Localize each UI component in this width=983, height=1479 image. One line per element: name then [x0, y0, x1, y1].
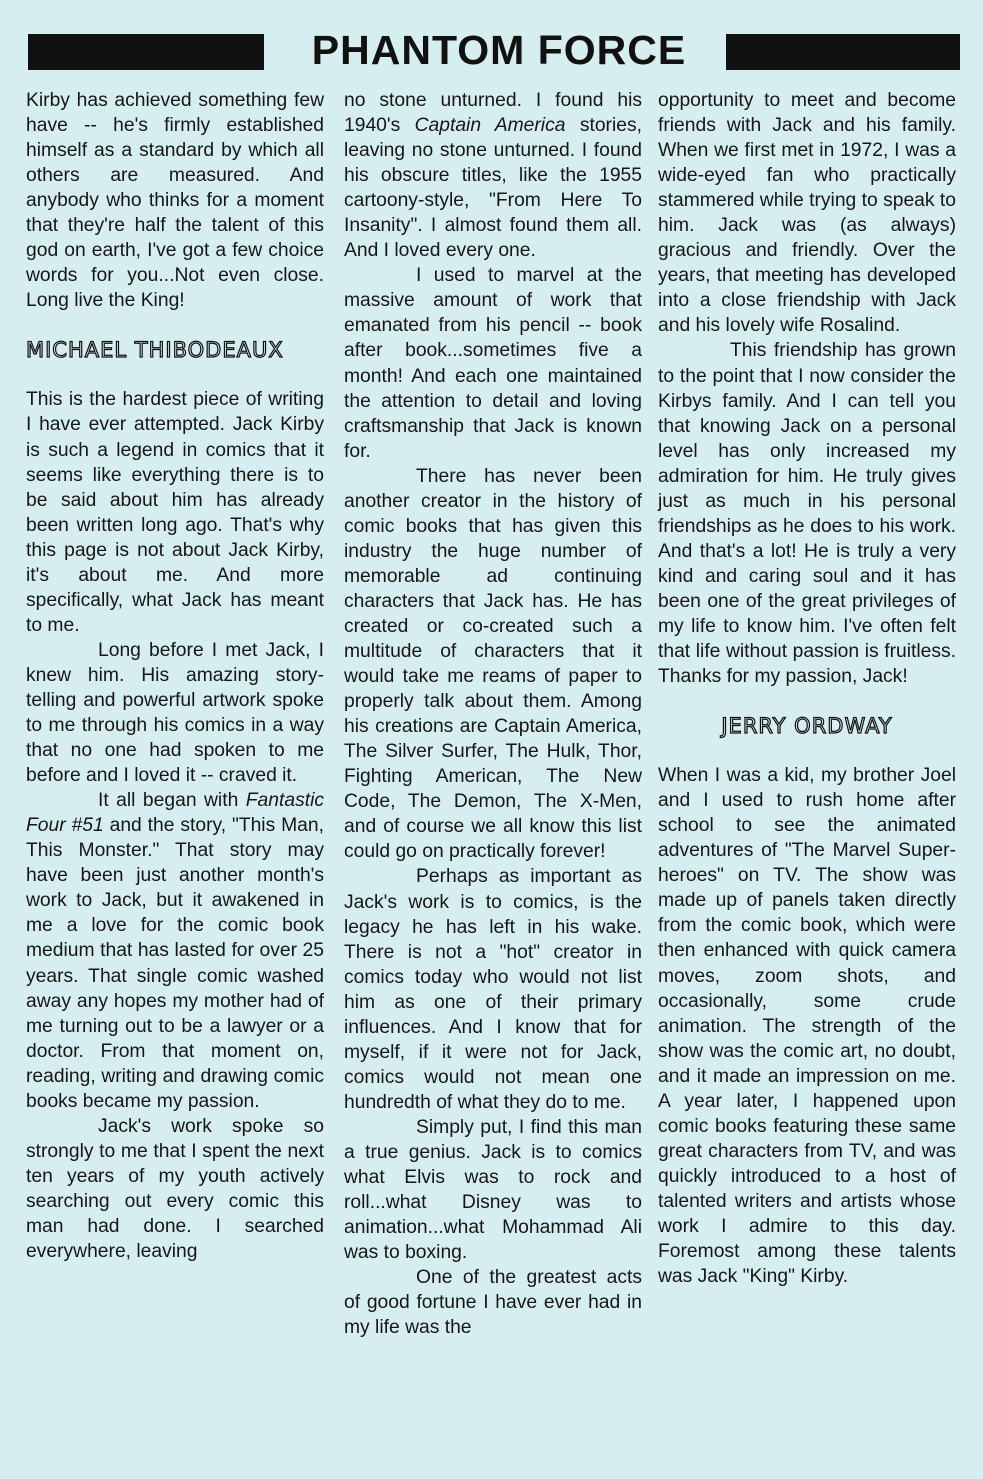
author-heading-jerry-ordway: JERRY ORDWAY — [721, 714, 893, 739]
paragraph: This friendship has grown to the point that I now consider the Kirbys family. And I can tell you that knowing Jack on a personal level has only increased my admiration for him. He truly gives just as much in his personal friendships as he does to his work. And that's a lot! He is truly a very kind and caring soul and it has been one of the great privileges of my life to know him. I've often felt that life without passion is fruitless. Thanks for my passion, Jack! — [658, 340, 956, 688]
author-heading-michael-thibodeaux: MICHAEL THIBODEAUX — [26, 338, 284, 363]
column-2 — [344, 88, 642, 1340]
comic-title: Fantastic Four #51 — [26, 790, 324, 837]
text-run: It all began with — [98, 790, 246, 812]
header-bar-right — [726, 34, 960, 70]
paragraph: I used to marvel at the massive amount of work that emanated from his pencil -- book after book...sometimes five a month! And each one maintained the attention to detail and loving craftsmanship that Jack is known for. — [344, 265, 642, 462]
paragraph: Simply put, I find this man a true genius. Jack is to comics what Elvis was to rock and roll...what Disney was to animation...what Mohammad Ali was to boxing. — [344, 1116, 642, 1264]
paragraph — [344, 88, 642, 263]
paragraph: opportunity to meet and become friends with Jack and his family. When we first met in 1972, I was a wide-eyed fan who practically stammered while trying to speak to him. Jack was (as always) gracious and friendly. Over the years, that meeting has developed into a close friendship with Jack and his lovely wife Rosalind. — [658, 90, 956, 337]
paragraph: There has never been another creator in the history of comic books that has given this industry the huge number of memorable ad continuing characters that Jack has. He has created or co-created such a multitude of characters that it would take me reams of paper to properly talk about them. Among his creations are Captain America, The Silver Surfer, The Hulk, Thor, Fighting American, The New Code, The Demon, The X-Men, and of course we all know this list could go on practically forever! — [344, 465, 642, 863]
page-header — [28, 26, 960, 74]
paragraph: This is the hardest piece of writing I have ever attempted. Jack Kirby is such a legend in comics that it seems like everything there is to be said about him has already been written long ago. That's why this page is not about Jack Kirby, it's about me. And more specifically, what Jack has meant to me. — [26, 389, 324, 636]
text-run: stories, leaving no stone unturned. I found his obscure titles, like the 1955 cartoony-style, "From Here To Insanity". I almost found them all. And I loved every one. — [344, 115, 642, 262]
text-run: no stone unturned. I found his 1940's — [344, 90, 642, 137]
text-run: and the story, "This Man, This Monster." That story may have been just another month's work to Jack, but it awakened in me a love for the comic book medium that has lasted for over 25 years. That single comic washed away any hopes my mother had of me turning out to be a lawyer or a doctor. From that moment on, reading, writing and drawing comic books became my passion. — [26, 815, 324, 1112]
header-bar-left — [28, 34, 264, 70]
paragraph: When I was a kid, my brother Joel and I used to rush home after school to see the animated adventures of "The Marvel Super-heroes" on TV. The show was made up of panels taken directly from the comic book, which were then enhanced with quick camera moves, zoom shots, and occasionally, some crude animation. The strength of the show was the comic art, no doubt, and it made an impression on me. A year later, I happened upon comic books featuring these same great characters from TV, and was quickly introduced to a host of talented writers and artists whose work I admire to this day. Foremost among these talents was Jack "King" Kirby. — [658, 765, 956, 1288]
paragraph — [26, 788, 324, 1114]
column-1 — [26, 88, 324, 1264]
paragraph: One of the greatest acts of good fortune I have ever had in my life was the — [344, 1267, 642, 1339]
comic-title: Captain America — [414, 115, 566, 137]
paragraph: Kirby has achieved something few have -- he's firmly established himself as a standard by which all others are measured. And anybody who thinks for a moment that they're half the talent of this god on earth, I've got a few choice words for you...Not even close. Long live the King! — [26, 90, 324, 312]
paragraph: Perhaps as important as Jack's work is to comics, is the legacy he has left in his wake. There is not a "hot" creator in comics today who would not list him as one of their primary influences. And I know that for myself, if it were not for Jack, comics would not mean one hundredth of what they do to me. — [344, 866, 642, 1113]
paragraph: Jack's work spoke so strongly to me that I spent the next ten years of my youth actively searching out every comic this man had done. I searched everywhere, leaving — [26, 1115, 324, 1263]
page-title: PHANTOM FORCE — [311, 27, 687, 73]
column-3 — [658, 88, 956, 1289]
paragraph: Long before I met Jack, I knew him. His amazing story-telling and powerful artwork spoke to me through his comics in a way that no one had spoken to me before and I loved it -- craved it. — [26, 639, 324, 787]
